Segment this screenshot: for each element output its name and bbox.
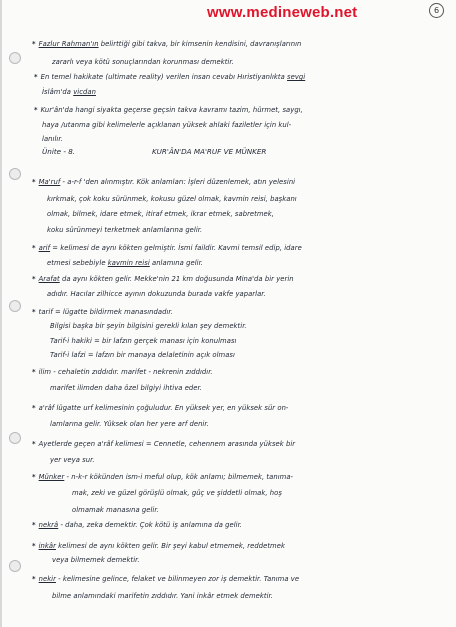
underlined-term: Münker xyxy=(38,473,65,481)
underlined-term: Arafat xyxy=(38,275,60,283)
note-text: koku sürünmeyi terketmek anlamlarına gelir. xyxy=(47,226,203,234)
note-text: ilim - cehaletin zıddıdır. marifet - nekrenin zıddıdır. xyxy=(38,368,213,376)
binder-hole xyxy=(9,432,21,444)
note-text: mak, zeki ve güzel görüşlü olmak, güç ve şiddetli olmak, hoş xyxy=(72,489,282,497)
bullet-star-icon: * xyxy=(32,473,36,481)
bullet-star-icon: * xyxy=(32,308,36,316)
note-text: etmesi sebebiyle xyxy=(47,259,108,267)
binder-hole xyxy=(9,168,21,180)
note-text: a'râf lügatte urf kelimesinin çoğuludur. En yüksek yer, en yüksek sür on- xyxy=(38,404,289,412)
bullet-star-icon: * xyxy=(32,404,36,412)
note-text: - daha, zeka demektir. Çok kötü iş anlamına da gelir. xyxy=(58,521,243,529)
note-line xyxy=(32,40,301,48)
note-line xyxy=(32,368,213,376)
note-text: adıdır. Hacılar zilhicce ayının dokuzunda burada vakfe yaparlar. xyxy=(47,290,266,298)
note-text: - n-k-r kökünden ism-i meful olup, kök anlamı; bilmemek, tanıma- xyxy=(64,473,294,481)
note-line xyxy=(32,178,295,186)
section-title: KUR'ÂN'DA MA'RUF VE MÜNKER xyxy=(152,147,267,156)
bullet-star-icon: * xyxy=(32,40,36,48)
note-text: belirttiği gibi takva, bir kimsenin kendisini, davranışlarının xyxy=(98,40,302,48)
bullet-star-icon: * xyxy=(32,575,36,583)
note-line xyxy=(72,506,159,514)
page-number: 6 xyxy=(429,3,444,18)
note-line xyxy=(34,106,303,114)
note-text: İslâm'da xyxy=(42,88,74,96)
note-line xyxy=(32,575,299,583)
note-text: bilme anlamındaki marifetin zıddıdır. Yani inkâr etmek demektir. xyxy=(52,592,273,600)
note-line xyxy=(32,308,173,316)
note-line xyxy=(47,226,202,234)
note-text: kelimesi de aynı kökten gelir. Bir şeyi kabul etmemek, reddetmek xyxy=(55,542,285,550)
unit-label: Ünite - 8. xyxy=(42,147,76,156)
note-line xyxy=(50,420,209,428)
note-text: - kelimesine gelince, felaket ve bilinmeyen zor iş demektir. Tanıma ve xyxy=(55,575,300,583)
note-text: lanılır. xyxy=(42,135,63,143)
binder-hole xyxy=(9,560,21,572)
note-line xyxy=(47,290,266,298)
note-line xyxy=(50,322,247,330)
underlined-term: nekrâ xyxy=(38,521,59,529)
underlined-term: inkâr xyxy=(38,542,56,550)
note-text: Ayetlerde geçen a'râf kelimesi = Cennetle, cehennem arasında yüksek bir xyxy=(38,440,296,448)
bullet-star-icon: * xyxy=(32,521,36,529)
note-line xyxy=(50,337,236,345)
note-text: marifet ilimden daha özel bilgiyi ihtiva eder. xyxy=(50,384,202,392)
note-line xyxy=(32,440,295,448)
bullet-star-icon: * xyxy=(32,440,36,448)
underlined-term: nekir xyxy=(38,575,56,583)
underlined-term: Fazlur Rahman'ın xyxy=(38,40,99,48)
note-line xyxy=(42,121,291,129)
note-text: tarif = lügatte bildirmek manasındadır. xyxy=(38,308,173,316)
note-text: haya /utanma gibi kelimelerle açıklanan yüksek ahlaki faziletler için kul- xyxy=(42,121,292,129)
underlined-term: kavmin reisi xyxy=(107,259,150,267)
binder-hole xyxy=(9,300,21,312)
underlined-term: arif xyxy=(38,244,51,252)
note-line xyxy=(52,592,273,600)
note-line xyxy=(42,88,96,96)
website-watermark[interactable]: www.medineweb.net xyxy=(207,4,358,21)
bullet-star-icon: * xyxy=(32,542,36,550)
note-line xyxy=(32,473,293,481)
bullet-star-icon: * xyxy=(32,275,36,283)
note-line xyxy=(47,195,297,203)
note-text: Bilgisi başka bir şeyin bilgisini gerekli kılan şey demektir. xyxy=(50,322,247,330)
note-text: Tarif-i hakiki = bir lafzın gerçek manası için konulması xyxy=(50,337,237,345)
note-line xyxy=(47,210,274,218)
note-line xyxy=(52,556,140,564)
note-line xyxy=(34,73,305,81)
note-line xyxy=(32,404,288,412)
note-text: Kur'ân'da hangi siyakta geçerse geçsin takva kavramı tazim, hürmet, saygı, xyxy=(40,106,303,114)
note-text: = kelimesi de aynı kökten gelmiştir. İsmi faildir. Kavmi temsil edip, idare xyxy=(50,244,302,252)
underlined-term: vicdan xyxy=(73,88,96,96)
note-text: olmak, bilmek, idare etmek, itiraf etmek, ikrar etmek, sabretmek, xyxy=(47,210,274,218)
underlined-term: sevgi xyxy=(287,73,306,81)
note-text: olmamak manasına gelir. xyxy=(72,506,159,514)
bullet-star-icon: * xyxy=(32,178,36,186)
note-line xyxy=(32,521,242,529)
note-text: da aynı kökten gelir. Mekke'nin 21 km doğusunda Mina'da bir yerin xyxy=(59,275,294,283)
note-line xyxy=(50,456,95,464)
note-line xyxy=(32,275,294,283)
note-line xyxy=(50,351,235,359)
note-line xyxy=(32,542,285,550)
note-line xyxy=(52,58,234,66)
note-line xyxy=(72,489,282,497)
bullet-star-icon: * xyxy=(34,73,38,81)
note-text: Tarif-i lafzi = lafzın bir manaya delaletinin açık olması xyxy=(50,351,235,359)
note-line xyxy=(50,384,202,392)
bullet-star-icon: * xyxy=(32,368,36,376)
underlined-term: Ma'ruf xyxy=(38,178,61,186)
note-text: En temel hakikate (ultimate reality) verilen insan cevabı Hıristiyanlıkta xyxy=(40,73,288,81)
binder-hole xyxy=(9,52,21,64)
bullet-star-icon: * xyxy=(32,244,36,252)
note-line xyxy=(47,259,203,267)
note-text: kırkmak, çok koku sürünmek, kokusu güzel olmak, kavmin reisi, başkanı xyxy=(47,195,297,203)
bullet-star-icon: * xyxy=(34,106,38,114)
note-text: yer veya sur. xyxy=(50,456,95,464)
note-line xyxy=(32,244,302,252)
note-text: lamlarına gelir. Yüksek olan her yere arf denir. xyxy=(50,420,209,428)
note-text: veya bilmemek demektir. xyxy=(52,556,140,564)
note-text: zararlı veya kötü sonuçlarından korunması demektir. xyxy=(52,58,234,66)
note-text: anlamına gelir. xyxy=(149,259,203,267)
note-text: - a-r-f 'den alınmıştır. Kök anlamları: İşleri düzenlemek, atın yelesini xyxy=(60,178,296,186)
note-line xyxy=(42,135,63,143)
